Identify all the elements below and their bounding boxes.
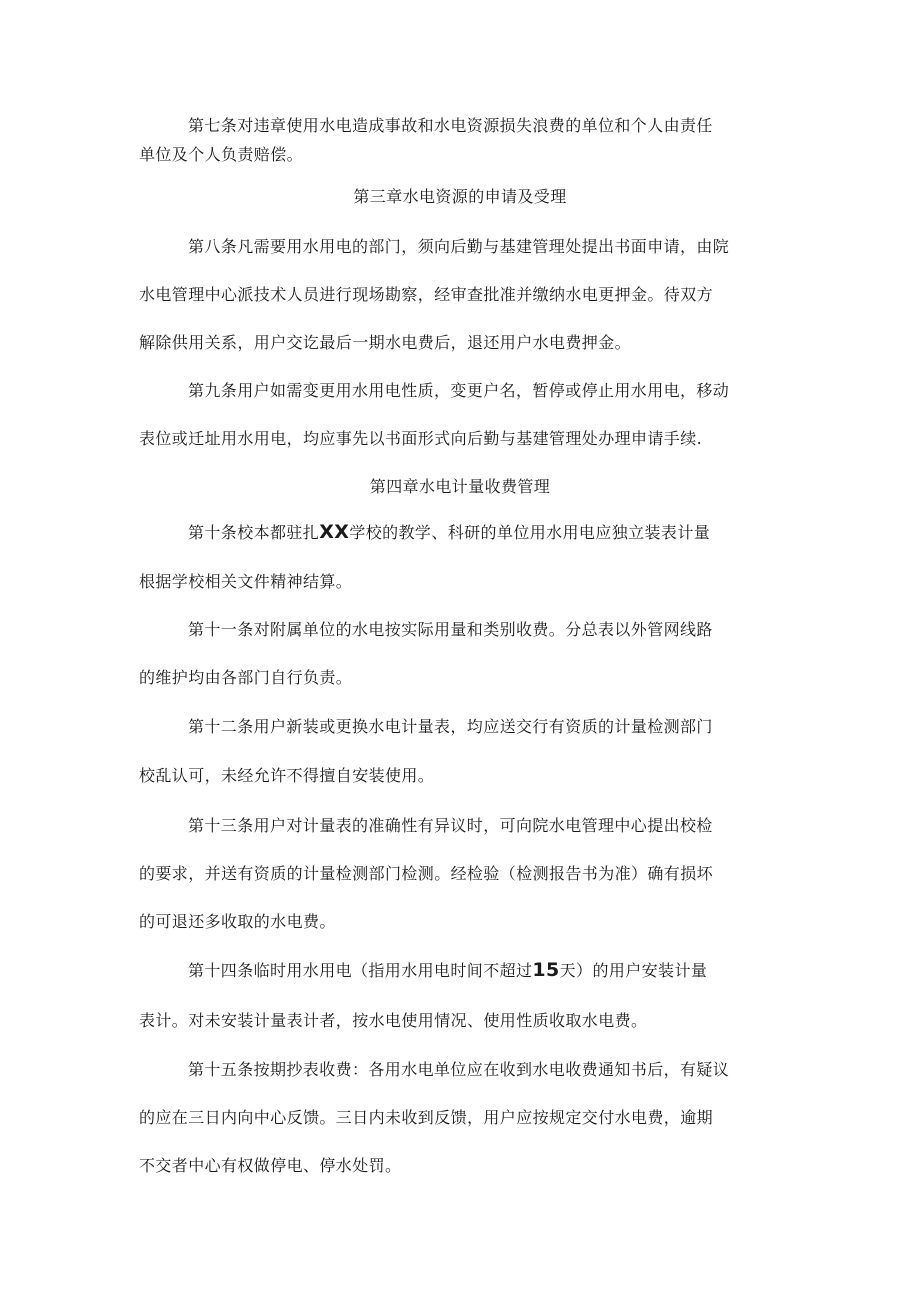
article-10-text-a: 第十条校本都驻扎: [188, 523, 320, 542]
article-10-xx: XX: [319, 522, 350, 543]
article-14-line-1: [188, 960, 788, 981]
chapter-3-title: 第三章水电资源的申请及受理: [353, 187, 567, 206]
article-13-line-3: 的可退还多收取的水电费。: [139, 912, 336, 931]
article-11-line-2: 的维护均由各部门自行负责。: [139, 668, 353, 687]
article-9-line-2: 表位或迁址用水用电，均应事先以书面形式向后勤与基建管理处办理申请手续.: [139, 429, 703, 448]
article-10-line-2: 根据学校相关文件精神结算。: [139, 572, 353, 591]
article-8-line-3: 解除供用关系，用户交讫最后一期水电费后，退还用户水电费押金。: [139, 333, 632, 352]
article-15-line-2: 的应在三日内向中心反馈。三日内未收到反馈，用户应按规定交付水电费，逾期: [139, 1108, 714, 1127]
article-12-line-2: 校乱认可，未经允许不得擅自安装使用。: [139, 766, 435, 785]
article-13-line-2: 的要求，并送有资质的计量检测部门检测。经检验（检测报告书为准）确有损坏: [139, 864, 714, 883]
article-8-line-1: 第八条凡需要用水用电的部门，须向后勤与基建管理处提出书面申请，由院: [188, 237, 730, 256]
article-10-text-c: 学校的教学、科研的单位用水用电应独立装表计量: [349, 523, 711, 542]
article-8-line-2: 水电管理中心派技术人员进行现场勘察，经审查批准并缴纳水电更押金。待双方: [139, 285, 714, 304]
article-13-line-1: 第十三条用户对计量表的准确性有异议时，可向院水电管理中心提出校检: [188, 816, 713, 835]
article-14-text-c: 天）的用户安装计量: [559, 961, 708, 980]
article-7-line-2: 单位及个人负责赔偿。: [139, 145, 304, 164]
article-14-days-number: 15: [532, 960, 560, 981]
article-11-line-1: 第十一条对附属单位的水电按实际用量和类别收费。分总表以外管网线路: [188, 620, 713, 639]
article-9-line-1: 第九条用户如需变更用水用电性质，变更户名，暂停或停止用水用电，移动: [188, 381, 730, 400]
article-12-line-1: 第十二条用户新装或更换水电计量表，均应送交行有资质的计量检测部门: [188, 717, 713, 736]
article-10-line-1: [188, 522, 788, 543]
article-15-line-3: 不交者中心有权做停电、停水处罚。: [139, 1156, 402, 1175]
article-14-text-a: 第十四条临时用水用电（指用水用电时间不超过: [188, 961, 533, 980]
article-14-line-2: 表计。对未安装计量表计者，按水电使用情况、使用性质收取水电费。: [139, 1011, 648, 1030]
article-7-line-1: 第七条对违章使用水电造成事故和水电资源损失浪费的单位和个人由责任: [188, 116, 713, 135]
article-15-line-1: 第十五条按期抄表收费：各用水电单位应在收到水电收费通知书后，有疑议: [188, 1060, 730, 1079]
chapter-4-title: 第四章水电计量收费管理: [369, 477, 551, 496]
